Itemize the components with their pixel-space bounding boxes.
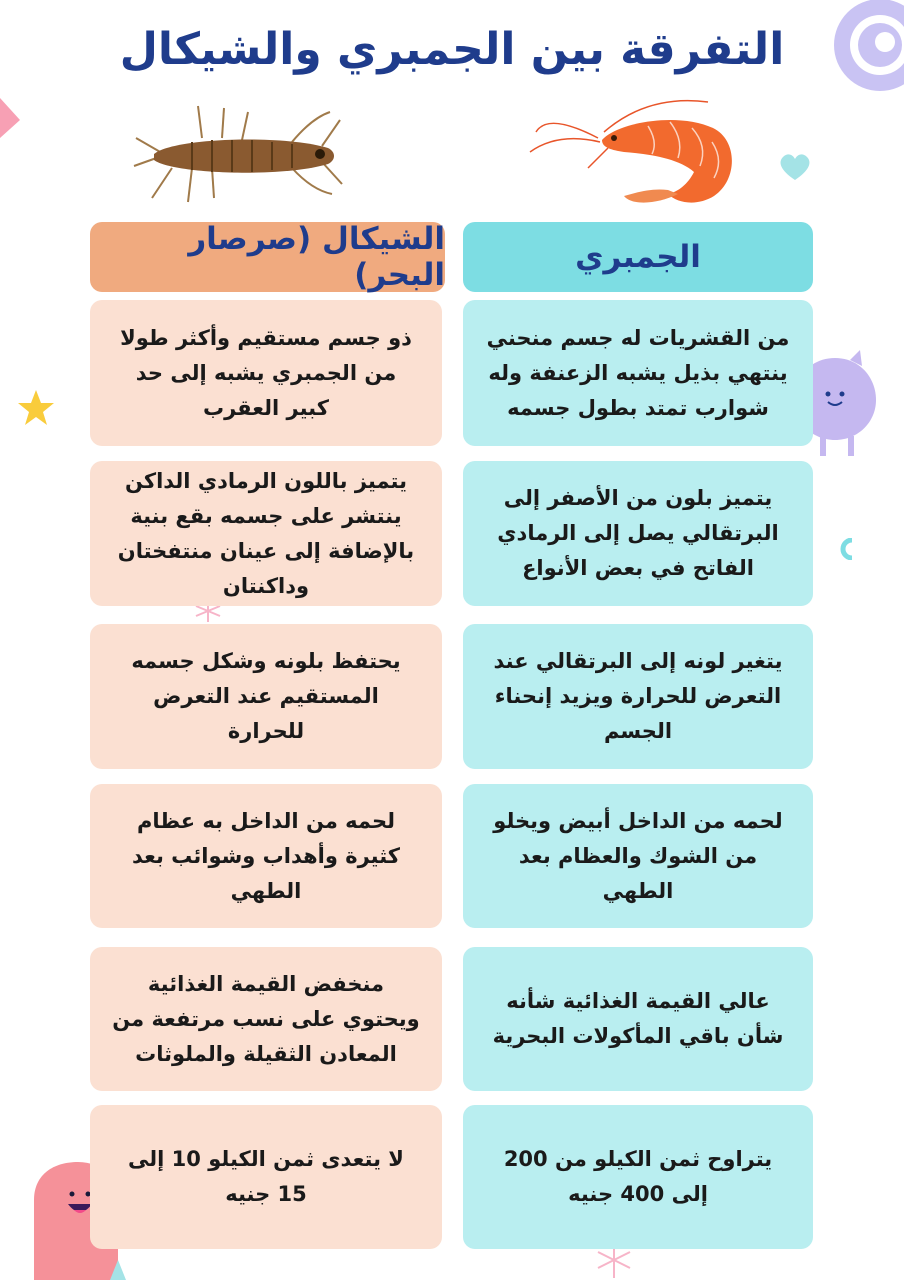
arc-deco-icon	[836, 538, 856, 560]
mantis-cell-1: ذو جسم مستقيم وأكثر طولا من الجمبري يشبه إلى حد كبير العقرب	[90, 300, 442, 446]
shrimp-cell-6: يتراوح ثمن الكيلو من 200 إلى 400 جنيه	[463, 1105, 813, 1249]
shrimp-cell-4: لحمه من الداخل أبيض ويخلو من الشوك والعظام بعد الطهي	[463, 784, 813, 928]
shrimp-cell-1: من القشريات له جسم منحني ينتهي بذيل يشبه الزعنفة وله شوارب تمتد بطول جسمه	[463, 300, 813, 446]
mantis-shrimp-image	[132, 98, 344, 208]
shrimp-image	[528, 92, 740, 216]
header-mantis-shrimp: الشيكال (صرصار البحر)	[90, 222, 445, 292]
mantis-cell-6: لا يتعدى ثمن الكيلو 10 إلى 15 جنيه	[90, 1105, 442, 1249]
shrimp-cell-2: يتميز بلون من الأصفر إلى البرتقالي يصل إلى الرمادي الفاتح في بعض الأنواع	[463, 461, 813, 606]
header-shrimp: الجمبري	[463, 222, 813, 292]
triangle-deco-icon	[0, 98, 22, 140]
triangle-deco-icon	[108, 1258, 128, 1280]
page-title: التفرقة بين الجمبري والشيكال	[119, 24, 785, 75]
mantis-cell-5: منخفض القيمة الغذائية ويحتوي على نسب مرتفعة من المعادن الثقيلة والملوثات	[90, 947, 442, 1091]
mantis-cell-2: يتميز باللون الرمادي الداكن ينتشر على جسمه بقع بنية بالإضافة إلى عينان منتفختان وداكنتان	[90, 461, 442, 606]
star-icon	[16, 388, 56, 428]
heart-icon	[778, 152, 812, 182]
mantis-cell-4: لحمه من الداخل به عظام كثيرة وأهداب وشوائب بعد الطهي	[90, 784, 442, 928]
shrimp-cell-5: عالي القيمة الغذائية شأنه شأن باقي المأكولات البحرية	[463, 947, 813, 1091]
mantis-cell-3: يحتفظ بلونه وشكل جسمه المستقيم عند التعرض للحرارة	[90, 624, 442, 769]
shrimp-cell-3: يتغير لونه إلى البرتقالي عند التعرض للحرارة ويزيد إنحناء الجسم	[463, 624, 813, 769]
